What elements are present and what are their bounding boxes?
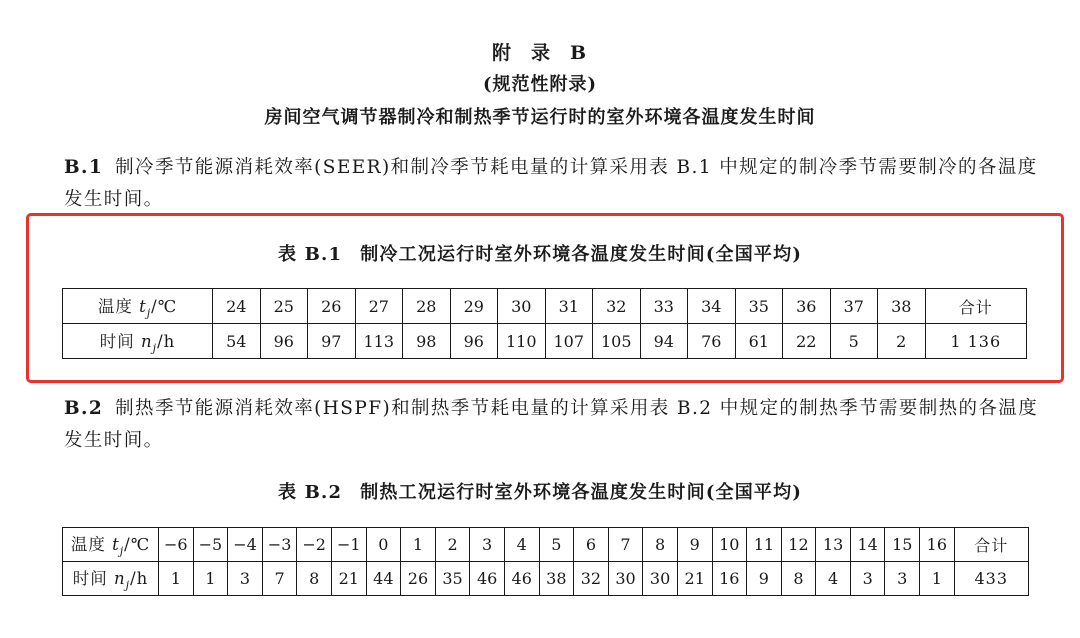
table-b2-temperature-cell: 6 <box>574 528 609 562</box>
table-b1-hours-cell: 107 <box>545 324 593 359</box>
table-b2-hours-cell: 3 <box>850 562 885 596</box>
table-b1-hours-cell: 61 <box>735 324 783 359</box>
table-b1-hours-cell: 96 <box>260 324 308 359</box>
table-b1-temperature-cell: 38 <box>878 289 926 324</box>
section-b1-number: B.1 <box>64 157 104 178</box>
table-b2-hours-label: 时间 $n_j/h$ <box>63 562 159 596</box>
table-b1-hours-cell: 113 <box>355 324 403 359</box>
table-b2-hours-cell: 21 <box>331 562 366 596</box>
table-b1-hours-cell: 22 <box>783 324 831 359</box>
table-b2-hours-cell: 35 <box>435 562 470 596</box>
table-b2-total-value: 433 <box>954 562 1028 596</box>
table-b1-hours-cell: 2 <box>878 324 926 359</box>
table-b1 <box>62 288 1027 359</box>
table-b2-temperature-cell: −3 <box>262 528 297 562</box>
table-b2-temperature-cell: −5 <box>193 528 228 562</box>
table-b1-temperature-cell: 28 <box>403 289 451 324</box>
table-b2-caption <box>0 478 1080 504</box>
table-b2-temperature-cell: −4 <box>228 528 263 562</box>
table-b2-caption-tag: 表 B.2 <box>277 482 343 503</box>
table-b1-temperature-row <box>63 289 1027 324</box>
table-b1-hours-cell: 110 <box>498 324 546 359</box>
table-b2-hours-cell: 8 <box>781 562 816 596</box>
table-b2-hours-cell: 4 <box>816 562 851 596</box>
table-b1-total-value: 1 136 <box>925 324 1027 359</box>
table-b2-hours-cell: 1 <box>159 562 194 596</box>
table-b1-temperature-cell: 30 <box>498 289 546 324</box>
table-b2-temperature-cell: 3 <box>470 528 505 562</box>
section-b2-paragraph <box>64 393 1044 457</box>
table-b2-hours-cell: 30 <box>643 562 678 596</box>
table-b2-temperature-cell: −2 <box>297 528 332 562</box>
table-b1-hours-label: 时间 $n_j/h$ <box>63 324 213 359</box>
table-b1-hours-cell: 54 <box>213 324 261 359</box>
appendix-letter: B <box>569 42 589 64</box>
table-b2-temperature-cell: 7 <box>608 528 643 562</box>
table-b2-hours-cell: 3 <box>885 562 920 596</box>
table-b2-temperature-cell: 12 <box>781 528 816 562</box>
table-b2-temperature-row <box>63 528 1029 562</box>
table-b1-temperature-cell: 25 <box>260 289 308 324</box>
table-b2-temperature-cell: 1 <box>401 528 436 562</box>
table-b1-temperature-label: 温度 $t_j/℃$ <box>63 289 213 324</box>
table-b1-hours-cell: 96 <box>450 324 498 359</box>
appendix-subtitle: (规范性附录) <box>482 74 598 95</box>
table-b1-hours-cell: 76 <box>688 324 736 359</box>
table-b2-hours-cell: 38 <box>539 562 574 596</box>
table-b1-temperature-cell: 29 <box>450 289 498 324</box>
table-b1-temperature-cell: 35 <box>735 289 783 324</box>
table-b2-hours-cell: 44 <box>366 562 401 596</box>
table-b1-temperature-cell: 32 <box>593 289 641 324</box>
table-b1-temperature-cell: 37 <box>830 289 878 324</box>
table-b2-caption-text: 制热工况运行时室外环境各温度发生时间(全国平均) <box>360 482 803 503</box>
table-b1-caption-text: 制冷工况运行时室外环境各温度发生时间(全国平均) <box>360 244 803 265</box>
table-b2-hours-cell: 9 <box>747 562 782 596</box>
table-b2-hours-row <box>63 562 1029 596</box>
table-b1-hours-cell: 94 <box>640 324 688 359</box>
table-b2-temperature-cell: −1 <box>331 528 366 562</box>
table-b2-hours-cell: 7 <box>262 562 297 596</box>
table-b2-hours-cell: 16 <box>712 562 747 596</box>
table-b1-hours-cell: 5 <box>830 324 878 359</box>
table-b2-temperature-cell: 11 <box>747 528 782 562</box>
table-b2-temperature-cell: 2 <box>435 528 470 562</box>
table-b2-hours-cell: 21 <box>677 562 712 596</box>
table-b2-hours-cell: 30 <box>608 562 643 596</box>
table-b2-temperature-cell: 10 <box>712 528 747 562</box>
table-b2-hours-cell: 26 <box>401 562 436 596</box>
appendix-heading: 房间空气调节器制冷和制热季节运行时的室外环境各温度发生时间 <box>264 107 816 128</box>
table-b2-hours-cell: 3 <box>228 562 263 596</box>
table-b1-temperature-cell: 36 <box>783 289 831 324</box>
table-b1-temperature-cell: 27 <box>355 289 403 324</box>
table-b2-hours-cell: 46 <box>504 562 539 596</box>
table-b1-caption-tag: 表 B.1 <box>277 244 343 265</box>
table-b1-temperature-cell: 26 <box>308 289 356 324</box>
section-b2-text: 制热季节能源消耗效率(HSPF)和制热季节耗电量的计算采用表 B.2 中规定的制热季节需要制热的各温度发生时间。 <box>64 398 1039 451</box>
table-b2-hours-cell: 46 <box>470 562 505 596</box>
table-b2-total-label: 合计 <box>954 528 1028 562</box>
table-b2-temperature-cell: 8 <box>643 528 678 562</box>
table-b2-temperature-cell: 4 <box>504 528 539 562</box>
table-b2-hours-cell: 1 <box>920 562 955 596</box>
table-b2-temperature-cell: 14 <box>850 528 885 562</box>
table-b1-caption <box>0 240 1080 266</box>
section-b2-number: B.2 <box>64 398 104 419</box>
table-b1-temperature-cell: 31 <box>545 289 593 324</box>
table-b1-hours-cell: 97 <box>308 324 356 359</box>
table-b1-hours-row <box>63 324 1027 359</box>
table-b1-temperature-cell: 24 <box>213 289 261 324</box>
table-b1-temperature-cell: 34 <box>688 289 736 324</box>
table-b2 <box>62 527 1029 596</box>
table-b2-hours-cell: 8 <box>297 562 332 596</box>
section-b1-paragraph <box>64 152 1044 216</box>
table-b2-hours-cell: 32 <box>574 562 609 596</box>
table-b1-hours-cell: 98 <box>403 324 451 359</box>
table-b2-temperature-label: 温度 $t_j/℃$ <box>63 528 159 562</box>
section-b1-text: 制冷季节能源消耗效率(SEER)和制冷季节耗电量的计算采用表 B.1 中规定的制冷季节需要制冷的各温度发生时间。 <box>64 157 1038 210</box>
table-b2-temperature-cell: 0 <box>366 528 401 562</box>
appendix-title <box>0 38 1080 65</box>
table-b1-temperature-cell: 33 <box>640 289 688 324</box>
table-b2-temperature-cell: 15 <box>885 528 920 562</box>
table-b2-temperature-cell: −6 <box>159 528 194 562</box>
table-b1-hours-cell: 105 <box>593 324 641 359</box>
appendix-label: 附 <box>491 42 513 64</box>
table-b1-total-label: 合计 <box>925 289 1027 324</box>
table-b2-temperature-cell: 16 <box>920 528 955 562</box>
appendix-label-2: 录 <box>530 42 552 64</box>
table-b2-temperature-cell: 13 <box>816 528 851 562</box>
table-b2-temperature-cell: 5 <box>539 528 574 562</box>
table-b2-temperature-cell: 9 <box>677 528 712 562</box>
table-b2-hours-cell: 1 <box>193 562 228 596</box>
